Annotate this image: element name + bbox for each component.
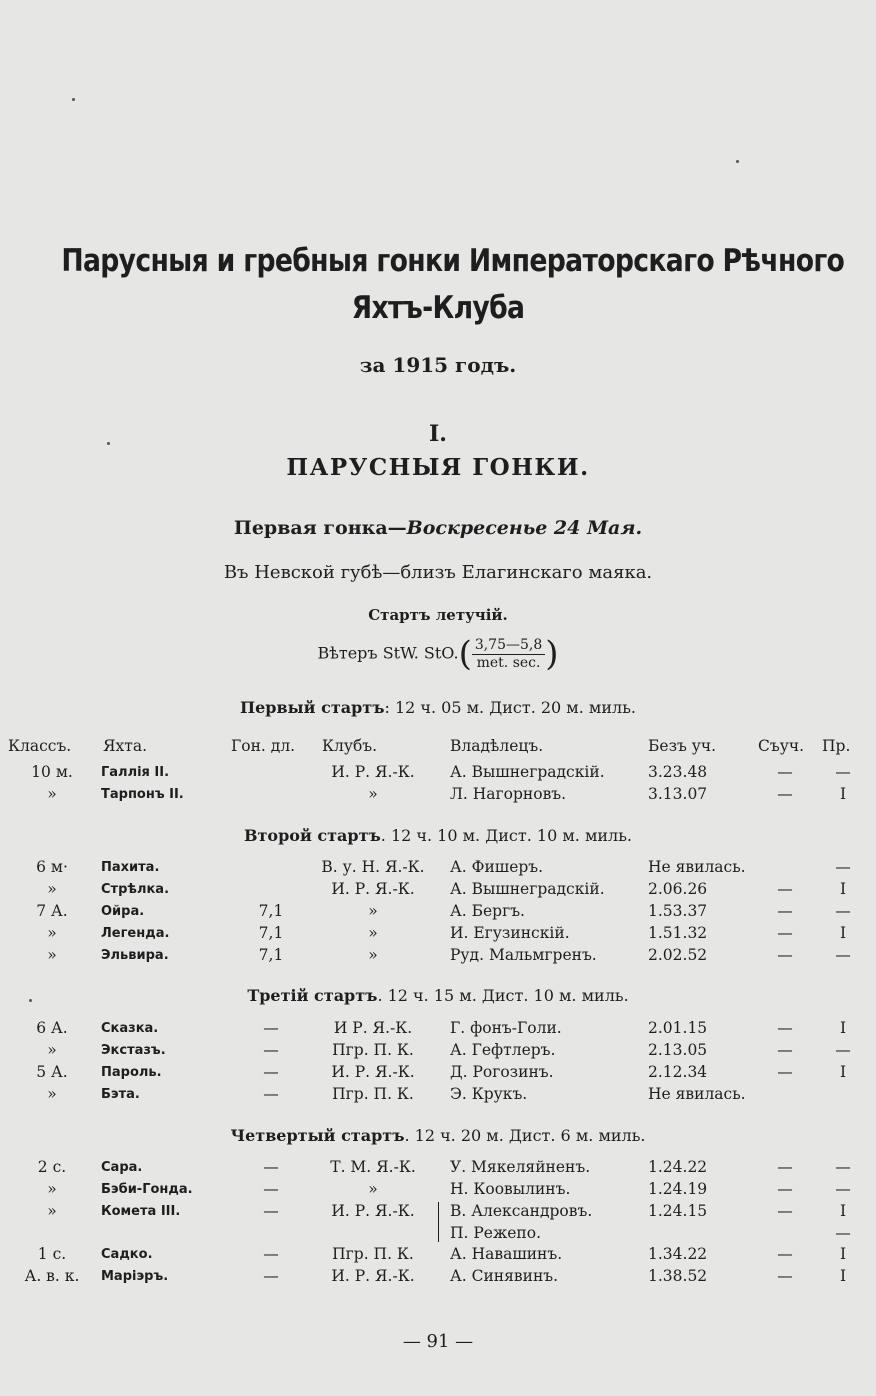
start-title: Третій стартъ bbox=[247, 986, 378, 1005]
cell-club: » bbox=[368, 1180, 378, 1198]
start-details: . 12 ч. 10 м. Дист. 10 м. миль. bbox=[380, 826, 633, 845]
start-details: . 12 ч. 15 м. Дист. 10 м. миль. bbox=[377, 986, 629, 1005]
cell-owner: А. Бергъ. bbox=[450, 902, 525, 920]
cell-owner: А. Синявинъ. bbox=[450, 1267, 559, 1285]
page-number: — 91 — bbox=[402, 1331, 474, 1352]
cell-cls: 6 м· bbox=[36, 858, 68, 876]
cell-time: 1.51.32 bbox=[648, 924, 708, 942]
cell-club: Пгр. П. К. bbox=[332, 1085, 414, 1103]
cell-club: И. Р. Я.-К. bbox=[331, 763, 415, 781]
cell-hon: — bbox=[263, 1267, 279, 1285]
cell-cls: А. в. к. bbox=[24, 1267, 80, 1285]
wind-line bbox=[0, 634, 876, 674]
cell-time: 3.23.48 bbox=[648, 763, 708, 781]
start-heading bbox=[0, 826, 876, 845]
cell-owner: Г. фонъ-Голи. bbox=[450, 1019, 562, 1037]
cell-owner: Руд. Мальмгренъ. bbox=[450, 946, 597, 964]
cell-yacht: Легенда. bbox=[101, 926, 170, 941]
cell-hon: — bbox=[263, 1019, 279, 1037]
header-owner: Владѣлецъ. bbox=[450, 737, 544, 755]
cell-owner: Н. Коовылинъ. bbox=[450, 1180, 571, 1198]
cell-owner: И. Егузинскій. bbox=[450, 924, 570, 942]
start-heading bbox=[0, 1126, 876, 1145]
race-title-plain: Первая гонка— bbox=[233, 517, 407, 539]
cell-time: Не явилась. bbox=[648, 1085, 746, 1103]
cell-club: Пгр. П. К. bbox=[332, 1041, 414, 1059]
cell-hon: 7,1 bbox=[258, 946, 284, 964]
wind-numerator: 3,75—5,8 bbox=[472, 637, 545, 655]
cell-owner: А. Гефтлеръ. bbox=[450, 1041, 556, 1059]
cell-club: » bbox=[368, 946, 378, 964]
race-place: Въ Невской губѣ—близъ Елагинскаго маяка. bbox=[223, 562, 653, 583]
cell-club: И. Р. Я.-К. bbox=[331, 1267, 415, 1285]
cell-cls: » bbox=[47, 880, 57, 898]
cell-time: 3.13.07 bbox=[648, 785, 708, 803]
paren-open: ( bbox=[458, 634, 472, 674]
cell-pr: — bbox=[835, 902, 851, 920]
section-title: ПАРУСНЫЯ ГОНКИ. bbox=[286, 454, 590, 481]
header-hon: Гон. дл. bbox=[231, 737, 296, 755]
header-cls: Классъ. bbox=[8, 737, 72, 755]
cell-cls: » bbox=[47, 924, 57, 942]
cell-pr: — bbox=[835, 1041, 851, 1059]
cell-time: 1.24.22 bbox=[648, 1158, 708, 1176]
start-title: Второй стартъ bbox=[243, 826, 381, 845]
start-heading bbox=[0, 986, 876, 1005]
cell-pr: I bbox=[839, 1245, 847, 1263]
cell-time: 1.24.19 bbox=[648, 1180, 708, 1198]
cell-pr: — bbox=[835, 1180, 851, 1198]
cell-owner: А. Вышнеградскій. bbox=[450, 763, 605, 781]
title-line-2: Яхтъ-Клуба bbox=[351, 290, 525, 326]
cell-club: И. Р. Я.-К. bbox=[331, 1063, 415, 1081]
cell-club: И Р. Я.-К. bbox=[333, 1019, 413, 1037]
cell-corr: — bbox=[777, 924, 793, 942]
cell-hon: — bbox=[263, 1063, 279, 1081]
race-title bbox=[0, 517, 876, 539]
cell-corr: — bbox=[777, 763, 793, 781]
cell-time: Не явилась. bbox=[648, 858, 746, 876]
cell-hon: 7,1 bbox=[258, 924, 284, 942]
header-time: Безъ уч. bbox=[648, 737, 717, 755]
wind-fraction bbox=[472, 637, 545, 672]
cell-cls: 10 м. bbox=[31, 763, 73, 781]
cell-hon: — bbox=[263, 1041, 279, 1059]
cell-hon: — bbox=[263, 1158, 279, 1176]
cell-owner: В. Александровъ. bbox=[450, 1202, 593, 1220]
cell-hon: — bbox=[263, 1202, 279, 1220]
cell-yacht: Эльвира. bbox=[101, 948, 169, 963]
cell-pr: — bbox=[835, 1224, 851, 1242]
cell-hon: — bbox=[263, 1085, 279, 1103]
cell-pr: — bbox=[835, 946, 851, 964]
cell-owner: А. Навашинъ. bbox=[450, 1245, 563, 1263]
cell-pr: — bbox=[835, 1158, 851, 1176]
cell-hon: 7,1 bbox=[258, 902, 284, 920]
cell-pr: I bbox=[839, 1019, 847, 1037]
cell-owner: А. Вышнеградскій. bbox=[450, 880, 605, 898]
cell-yacht: Бэта. bbox=[101, 1087, 140, 1102]
header-pr: Пр. bbox=[822, 737, 851, 755]
cell-yacht: Стрѣлка. bbox=[101, 882, 170, 897]
cell-cls: 1 с. bbox=[37, 1245, 67, 1263]
cell-yacht: Галлія II. bbox=[101, 765, 170, 780]
cell-hon: — bbox=[263, 1180, 279, 1198]
start-details: : 12 ч. 05 м. Дист. 20 м. миль. bbox=[384, 698, 636, 717]
cell-time: 2.02.52 bbox=[648, 946, 708, 964]
owner-brace bbox=[438, 1202, 445, 1242]
header-yacht: Яхта. bbox=[103, 737, 148, 755]
cell-pr: I bbox=[839, 785, 847, 803]
year-line: за 1915 годъ. bbox=[359, 353, 517, 377]
cell-yacht: Пароль. bbox=[101, 1065, 162, 1080]
start-type: Стартъ летучій. bbox=[368, 606, 508, 624]
start-title: Первый стартъ bbox=[240, 698, 385, 717]
cell-club: » bbox=[368, 924, 378, 942]
cell-yacht: Сара. bbox=[101, 1160, 143, 1175]
cell-owner: Д. Рогозинъ. bbox=[450, 1063, 554, 1081]
cell-pr: I bbox=[839, 924, 847, 942]
cell-owner: У. Мякеляйненъ. bbox=[450, 1158, 591, 1176]
cell-owner: Л. Нагорновъ. bbox=[450, 785, 567, 803]
cell-cls: » bbox=[47, 1180, 57, 1198]
cell-pr: I bbox=[839, 880, 847, 898]
cell-pr: I bbox=[839, 1202, 847, 1220]
cell-pr: I bbox=[839, 1267, 847, 1285]
cell-club: И. Р. Я.-К. bbox=[331, 1202, 415, 1220]
wind-prefix: Вѣтеръ StW. StO. bbox=[317, 643, 459, 663]
cell-yacht: Маріэръ. bbox=[101, 1269, 169, 1284]
cell-time: 2.13.05 bbox=[648, 1041, 708, 1059]
cell-time: 1.53.37 bbox=[648, 902, 708, 920]
cell-corr: — bbox=[777, 1041, 793, 1059]
cell-club: В. у. Н. Я.-К. bbox=[321, 858, 425, 876]
cell-cls: 5 А. bbox=[36, 1063, 68, 1081]
cell-corr: — bbox=[777, 785, 793, 803]
cell-time: 2.06.26 bbox=[648, 880, 708, 898]
cell-club: » bbox=[368, 785, 378, 803]
cell-yacht: Садко. bbox=[101, 1247, 153, 1262]
cell-pr: — bbox=[835, 858, 851, 876]
speck bbox=[736, 160, 739, 163]
cell-cls: » bbox=[47, 946, 57, 964]
cell-time: 1.34.22 bbox=[648, 1245, 708, 1263]
speck bbox=[72, 98, 75, 101]
cell-cls: 7 А. bbox=[36, 902, 68, 920]
cell-cls: 6 А. bbox=[36, 1019, 68, 1037]
cell-cls: » bbox=[47, 785, 57, 803]
title-line-1: Парусныя и гребныя гонки Императорскаго Рѣчного bbox=[61, 243, 845, 279]
header-corr: Съуч. bbox=[758, 737, 805, 755]
cell-cls: » bbox=[47, 1085, 57, 1103]
cell-corr: — bbox=[777, 880, 793, 898]
cell-yacht: Комета III. bbox=[101, 1204, 181, 1219]
cell-corr: — bbox=[777, 1267, 793, 1285]
cell-yacht: Пахита. bbox=[101, 860, 160, 875]
cell-owner: А. Фишеръ. bbox=[450, 858, 544, 876]
start-heading bbox=[0, 698, 876, 717]
cell-pr: — bbox=[835, 763, 851, 781]
start-title: Четвертый стартъ bbox=[230, 1126, 405, 1145]
cell-time: 1.24.15 bbox=[648, 1202, 708, 1220]
start-details: . 12 ч. 20 м. Дист. 6 м. миль. bbox=[404, 1126, 646, 1145]
cell-time: 2.12.34 bbox=[648, 1063, 708, 1081]
cell-pr: I bbox=[839, 1063, 847, 1081]
cell-club: Пгр. П. К. bbox=[332, 1245, 414, 1263]
cell-corr: — bbox=[777, 1063, 793, 1081]
race-title-date: Воскресенье 24 Мая. bbox=[406, 517, 643, 539]
section-number: I. bbox=[429, 421, 447, 447]
cell-corr: — bbox=[777, 1245, 793, 1263]
cell-yacht: Экстазъ. bbox=[101, 1043, 166, 1058]
cell-cls: » bbox=[47, 1041, 57, 1059]
cell-owner: П. Режепо. bbox=[450, 1224, 541, 1242]
cell-club: Т. М. Я.-К. bbox=[330, 1158, 416, 1176]
cell-yacht: Бэби-Гонда. bbox=[101, 1182, 193, 1197]
cell-corr: — bbox=[777, 902, 793, 920]
cell-cls: » bbox=[47, 1202, 57, 1220]
cell-corr: — bbox=[777, 1158, 793, 1176]
cell-yacht: Тарпонъ II. bbox=[101, 787, 184, 802]
cell-time: 1.38.52 bbox=[648, 1267, 708, 1285]
cell-club: » bbox=[368, 902, 378, 920]
paren-close: ) bbox=[545, 634, 559, 674]
cell-hon: — bbox=[263, 1245, 279, 1263]
wind-denominator: met. sec. bbox=[476, 654, 541, 671]
cell-owner: Э. Крукъ. bbox=[450, 1085, 528, 1103]
speck bbox=[29, 999, 32, 1002]
cell-club: И. Р. Я.-К. bbox=[331, 880, 415, 898]
cell-corr: — bbox=[777, 1180, 793, 1198]
cell-yacht: Сказка. bbox=[101, 1021, 159, 1036]
cell-corr: — bbox=[777, 1202, 793, 1220]
cell-cls: 2 с. bbox=[37, 1158, 67, 1176]
cell-corr: — bbox=[777, 1019, 793, 1037]
cell-yacht: Ойра. bbox=[101, 904, 145, 919]
header-club: Клубъ. bbox=[322, 737, 378, 755]
cell-corr: — bbox=[777, 946, 793, 964]
speck bbox=[107, 442, 110, 445]
cell-time: 2.01.15 bbox=[648, 1019, 708, 1037]
